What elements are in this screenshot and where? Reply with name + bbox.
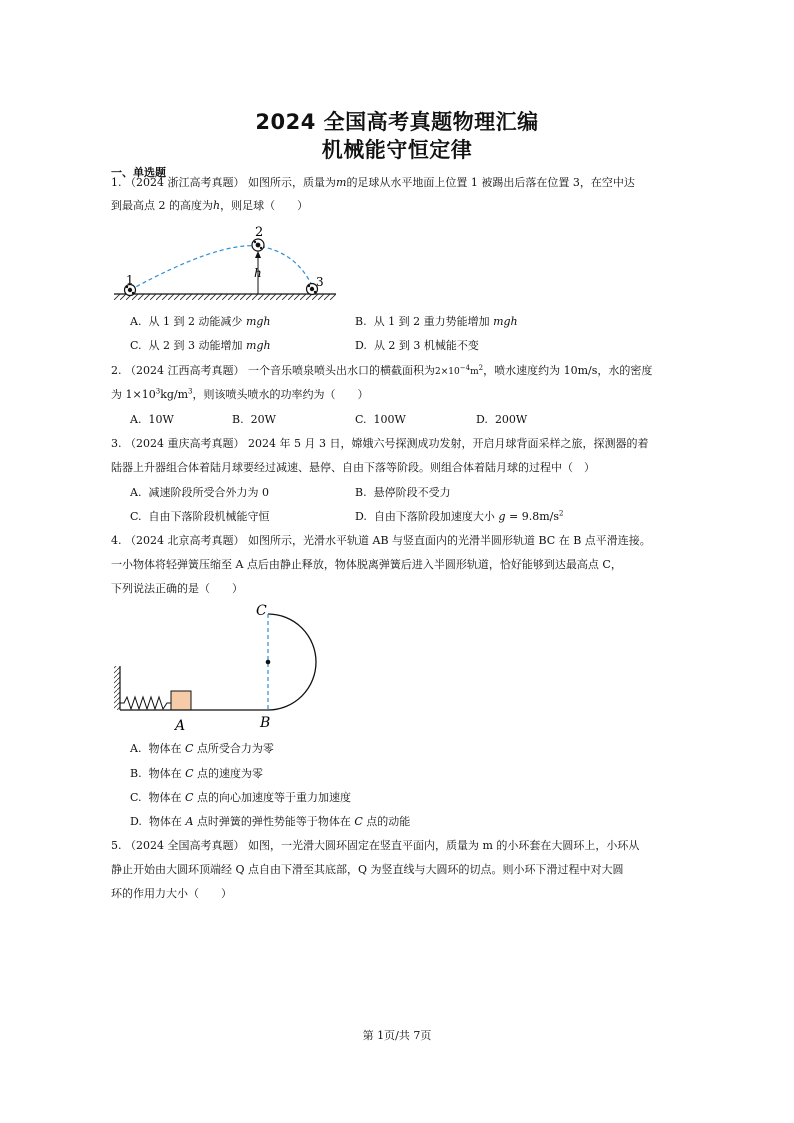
question-2-line-2: 为 $1\times 10^3kg/m^3$，则该喷头喷水的功率约为（ ）	[111, 387, 369, 401]
q3-option-d[interactable]: D. 自由下落阶段加速度大小 $g = 9.8m/s^2$	[355, 509, 564, 523]
page-subtitle: 机械能守恒定律	[321, 138, 473, 162]
page-footer: 第 1页/共 7页	[362, 1029, 432, 1042]
question-5-line-3: 环的作用力大小（ ）	[111, 887, 232, 900]
question-2-line-1: 2. （2024 江西高考真题） 一个音乐喷泉喷头出水口的横截面积为$2\times 10^{-4}m^2$，喷水速度约为 10m/s，水的密度	[111, 364, 653, 377]
figure-football-trajectory	[108, 222, 348, 304]
question-5-line-2: 静止开始由大圆环顶端经 Q 点自由下滑至其底部，Q 为竖直线与大圆环的切点。则小环下滑过程中对大圆	[111, 863, 624, 876]
q4-option-b[interactable]: B. 物体在 C 点的速度为零	[130, 767, 264, 780]
spring-icon	[120, 697, 171, 709]
q1-option-a[interactable]: A. 从 1 到 2 动能减少 mgh	[130, 315, 271, 328]
q1-option-b[interactable]: B. 从 1 到 2 重力势能增加 mgh	[355, 315, 518, 328]
ball-2-icon	[252, 239, 264, 251]
label-height-h: h	[254, 266, 262, 280]
label-c: C	[256, 603, 267, 619]
label-position-1: 1	[126, 273, 134, 287]
q2-option-d[interactable]: D. 200W	[476, 413, 528, 426]
ground-hatch	[114, 294, 336, 300]
semicircle-track-bc	[268, 614, 316, 710]
q2-option-a[interactable]: A. 10W	[130, 413, 174, 426]
center-point	[266, 660, 271, 665]
question-4-line-2: 一小物体将轻弹簧压缩至 A 点后由静止释放，物体脱离弹簧后进入半圆形轨道，恰好能够到达最高点 C，	[111, 558, 622, 571]
q3-option-b[interactable]: B. 悬停阶段不受力	[355, 486, 451, 499]
question-3-line-2: 陆器上升器组合体着陆月球要经过减速、悬停、自由下落等阶段。则组合体着陆月球的过程中（ ）	[111, 461, 595, 474]
q3-option-a[interactable]: A. 减速阶段所受合外力为 0	[130, 486, 269, 499]
question-5-line-1: 5. （2024 全国高考真题） 如图，一光滑大圆环固定在竖直平面内，质量为 m 的小环套在大圆环上，小环从	[111, 839, 640, 852]
section-heading: 一、单选题	[111, 166, 166, 179]
label-a: A	[175, 718, 186, 734]
trajectory-dashed-line	[130, 246, 314, 290]
label-position-2: 2	[255, 225, 264, 240]
q4-option-d[interactable]: D. 物体在 A 点时弹簧的弹性势能等于物体在 C 点的动能	[130, 815, 411, 828]
label-b: B	[260, 715, 271, 731]
block	[171, 691, 191, 710]
question-1-line-1: 1. （2024 浙江高考真题） 如图所示，质量为m的足球从水平地面上位置 1 被踢出后落在位置 3，在空中达	[111, 176, 635, 189]
question-3-line-1: 3. （2024 重庆高考真题） 2024 年 5 月 3 日，嫦娥六号探测成功发射，开启月球背面采样之旅，探测器的着	[111, 437, 649, 450]
wall-hatch	[114, 666, 120, 710]
q2-option-b[interactable]: B. 20W	[232, 413, 276, 426]
q3-option-c[interactable]: C. 自由下落阶段机械能守恒	[130, 510, 270, 523]
q1-option-d[interactable]: D. 从 2 到 3 机械能不变	[355, 339, 479, 352]
question-4-line-1: 4. （2024 北京高考真题） 如图所示，光滑水平轨道 AB 与竖直面内的光滑半圆形轨道 BC 在 B 点平滑连接。	[111, 534, 651, 547]
q2-option-c[interactable]: C. 100W	[355, 413, 406, 426]
page-title: 2024 全国高考真题物理汇编	[255, 110, 539, 134]
q4-option-c[interactable]: C. 物体在 C 点的向心加速度等于重力加速度	[130, 791, 351, 804]
question-1-line-2: 到最高点 2 的高度为h，则足球（ ）	[111, 199, 309, 212]
label-position-3: 3	[316, 275, 324, 289]
figure-spring-track	[112, 600, 332, 736]
q1-option-c[interactable]: C. 从 2 到 3 动能增加 mgh	[130, 339, 271, 352]
q4-option-a[interactable]: A. 物体在 C 点所受合力为零	[130, 742, 274, 755]
question-4-line-3: 下列说法正确的是（ ）	[111, 582, 243, 595]
